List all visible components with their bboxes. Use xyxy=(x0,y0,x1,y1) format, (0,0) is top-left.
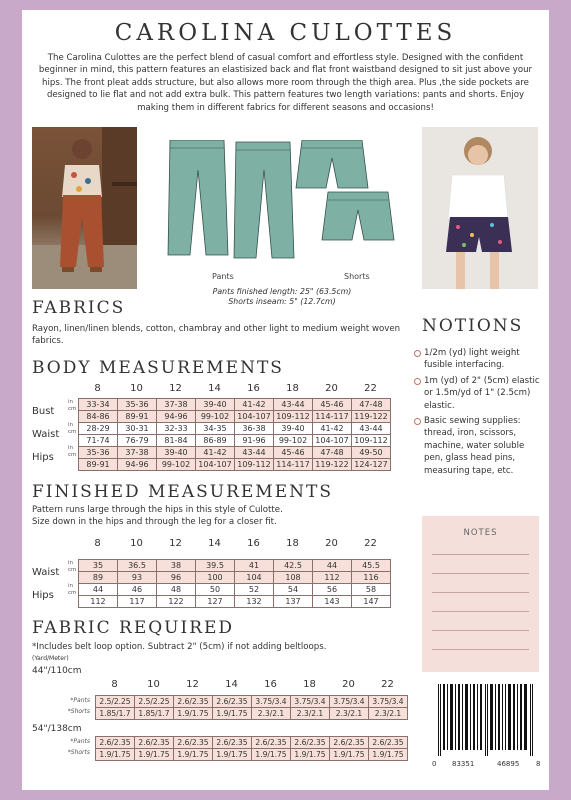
notes-box xyxy=(422,516,539,672)
technical-flats-illustration xyxy=(162,140,402,270)
unit-label: in cm xyxy=(68,560,77,573)
row-label-waist: Waist xyxy=(32,429,60,440)
table-row: 84-86 89-91 94-96 99-102 104-107 109-112 114-117 119-122 xyxy=(79,411,391,423)
table-row: 35 36.5 38 39.5 41 42.5 44 45.5 xyxy=(79,560,391,572)
notes-line xyxy=(432,649,529,650)
intro-paragraph: The Carolina Culottes are the perfect blend of casual comfort and effortless style. Designed with the confident beginner in mind, this pattern features an elastisized back and flat front waistband designed to sit just above your hips. The front pleat adds structure, but also allows more room through the thigh area. Plus ,the side pockets are designed to lie flat and not add extra bulk. This pattern features two length variations: pants and shorts. Enjoy making them in different fabrics for different seasons and occasions! xyxy=(38,53,533,113)
model-photo-pants xyxy=(32,127,137,289)
unit-label: in cm xyxy=(68,583,77,596)
row-label-pants: *Pants xyxy=(70,697,90,704)
table-row: 1.85/1.7 1.85/1.7 1.9/1.75 1.9/1.75 2.3/2.1 2.3/2.1 2.3/2.1 2.3/2.1 xyxy=(96,708,408,720)
page-title: CAROLINA CULOTTES xyxy=(114,20,457,46)
table-row: 33-34 35-36 37-38 39-40 41-42 43-44 45-46 47-48 xyxy=(79,399,391,411)
finished-text-2: Size down in the hips and through the leg for a closer fit. xyxy=(32,517,277,527)
fabrics-heading: FABRICS xyxy=(32,298,126,318)
row-label-pants: *Pants xyxy=(70,738,90,745)
table-row: 112 117 122 127 132 137 143 147 xyxy=(79,596,391,608)
table-row: 35-36 37-38 39-40 41-42 43-44 45-46 47-48 49-50 xyxy=(79,447,391,459)
barcode-bars xyxy=(432,684,542,756)
notes-line xyxy=(432,592,529,593)
unit-note: (Yard/Meter) xyxy=(32,655,69,662)
body-measurements-table xyxy=(78,398,391,471)
notion-item: 1/2m (yd) light weight fusible interfacing. xyxy=(414,347,540,372)
row-label-shorts: *Shorts xyxy=(67,708,90,715)
notes-line xyxy=(432,554,529,555)
notes-heading: NOTES xyxy=(463,528,498,538)
finished-measurements-heading: FINISHED MEASUREMENTS xyxy=(32,482,333,502)
barcode xyxy=(432,684,542,769)
notes-line xyxy=(432,573,529,574)
row-label-hips: Hips xyxy=(32,590,54,601)
fabric-width-54: 54"/138cm xyxy=(32,724,82,734)
table-row: 28-29 30-31 32-33 34-35 36-38 39-40 41-42 43-44 xyxy=(79,423,391,435)
pants-sketch-label: Pants xyxy=(212,272,234,281)
finished-text-1: Pattern runs large through the hips in this style of Culotte. xyxy=(32,505,283,515)
notes-line xyxy=(432,630,529,631)
row-label-bust: Bust xyxy=(32,406,55,417)
table-row: 89 93 96 100 104 108 112 116 xyxy=(79,572,391,584)
fabric-table-54 xyxy=(95,736,408,761)
table-row: 71-74 76-79 81-84 86-89 91-96 99-102 104-107 109-112 xyxy=(79,435,391,447)
finished-measurements-table xyxy=(78,559,391,608)
table-row: 2.6/2.35 2.6/2.35 2.6/2.35 2.6/2.35 2.6/2.35 2.6/2.35 2.6/2.35 2.6/2.35 xyxy=(96,737,408,749)
fabric-required-heading: FABRIC REQUIRED xyxy=(32,618,235,638)
pattern-back-page xyxy=(22,10,549,790)
barcode-digits: 0 83351 46895 8 xyxy=(432,760,541,768)
notion-item: Basic sewing supplies: thread, iron, scissors, machine, water soluble pen, glass head pins, measuring tape, etc. xyxy=(414,415,540,477)
unit-label: in cm xyxy=(68,399,77,412)
notes-line xyxy=(432,611,529,612)
fabric-width-44: 44"/110cm xyxy=(32,666,82,676)
row-label-waist: Waist xyxy=(32,567,60,578)
table-row: 1.9/1.75 1.9/1.75 1.9/1.75 1.9/1.75 1.9/1.75 1.9/1.75 1.9/1.75 1.9/1.75 xyxy=(96,749,408,761)
model-photo-shorts xyxy=(422,127,538,289)
notion-item: 1m (yd) of 2" (5cm) elastic or 1.5m/yd of 1" (2.5cm) elastic. xyxy=(414,375,540,412)
table-row: 2.5/2.25 2.5/2.25 2.6/2.35 2.6/2.35 3.75/3.4 3.75/3.4 3.75/3.4 3.75/3.4 xyxy=(96,696,408,708)
fabric-required-note: *Includes belt loop option. Subtract 2" (5cm) if not adding beltloops. xyxy=(32,642,327,652)
unit-label: in cm xyxy=(68,422,77,435)
body-measurements-heading: BODY MEASUREMENTS xyxy=(32,358,284,378)
table-row: 44 46 48 50 52 54 56 58 xyxy=(79,584,391,596)
table-row: 89-91 94-96 99-102 104-107 109-112 114-117 119-122 124-127 xyxy=(79,459,391,471)
row-label-shorts: *Shorts xyxy=(67,749,90,756)
fabric-size-header-44: 8 10 12 14 16 18 20 22 xyxy=(111,679,394,690)
body-size-header: 8 10 12 14 16 18 20 22 xyxy=(94,383,377,394)
notions-heading: NOTIONS xyxy=(422,316,524,336)
row-label-hips: Hips xyxy=(32,452,54,463)
finished-size-header: 8 10 12 14 16 18 20 22 xyxy=(94,538,377,549)
notions-list xyxy=(414,347,540,480)
fabric-table-44 xyxy=(95,695,408,720)
fabrics-text: Rayon, linen/linen blends, cotton, chambray and other light to medium weight woven fabrics. xyxy=(32,324,401,346)
unit-label: in cm xyxy=(68,445,77,458)
finished-length-caption: Pants finished length: 25" (63.5cm) Shorts inseam: 5" (12.7cm) xyxy=(212,287,352,306)
shorts-sketch-label: Shorts xyxy=(344,272,370,281)
